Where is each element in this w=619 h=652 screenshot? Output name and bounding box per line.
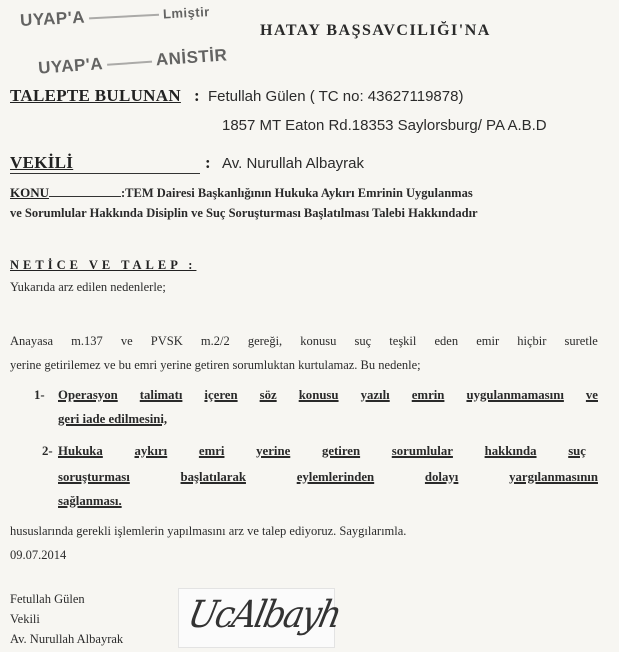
item-2-line-3: sağlanması. [58, 494, 122, 508]
conclusion-heading: NETİCE VE TALEP : [10, 258, 197, 272]
item-1-line-1: Operasyon talimatı içeren söz konusu yazılı emrin uygulanmamasını ve [58, 388, 598, 402]
closing-text: hususlarında gerekli işlemlerin yapılmasını arz ve talep ediyoruz. Saygılarımla. [10, 524, 407, 538]
conclusion-intro: Yukarıda arz edilen nedenlerle; [10, 280, 166, 294]
requester-name: Fetullah Gülen ( TC no: 43627119878) [208, 88, 464, 105]
attorney-name: Av. Nurullah Albayrak [222, 155, 365, 172]
subject-line-2: ve Sorumlular Hakkında Disiplin ve Suç Soruşturması Başlatılması Talebi Hakkındadır [10, 206, 478, 220]
signer-name: Fetullah Gülen [10, 592, 85, 606]
item-2-number: 2- [42, 444, 53, 458]
signature-image [178, 588, 344, 648]
item-1-line-2: geri iade edilmesini, [58, 412, 168, 426]
subject-row-1 [10, 184, 473, 202]
subject-line-1: :TEM Dairesi Başkanlığının Hukuka Aykırı Emrinin Uygulanmas [121, 186, 473, 200]
subject-label: KONU [10, 185, 49, 200]
attorney-colon: : [205, 153, 211, 172]
requester-colon: : [194, 86, 200, 105]
item-1-number: 1- [34, 388, 45, 402]
handwritten-signature: UcAlbayh [184, 593, 344, 637]
signer-attorney: Av. Nurullah Albayrak [10, 632, 124, 646]
item-2-line-2: soruşturması başlatılarak eylemlerinden dolayı yargılanmasının [58, 470, 598, 484]
document-date: 09.07.2014 [10, 548, 67, 562]
attorney-label: VEKİLİ [10, 153, 74, 172]
signer-role: Vekili [10, 612, 40, 626]
document-title: HATAY BAŞSAVCILIĞI'NA [260, 22, 491, 39]
uyap-stamp-1: UYAP'A Lmiştir [19, 4, 211, 30]
requester-label: TALEPTE BULUNAN [10, 86, 181, 105]
requester-address: 1857 MT Eaton Rd.18353 Saylorsburg/ PA A.B.D [222, 117, 547, 134]
uyap-stamp-2: UYAP'A ANİSTİR [37, 45, 228, 78]
paragraph-line-2: yerine getirilemez ve bu emri yerine getiren sorumluktan kurtulamaz. Bu nedenle; [10, 358, 421, 372]
item-2-line-1: Hukuka aykırı emri yerine getiren sorumlular hakkında suç [58, 444, 586, 458]
attorney-label-row [10, 153, 200, 174]
paragraph-line-1: Anayasa m.137 ve PVSK m.2/2 gereği, konusu suç teşkil eden emir hiçbir suretle [10, 334, 598, 348]
